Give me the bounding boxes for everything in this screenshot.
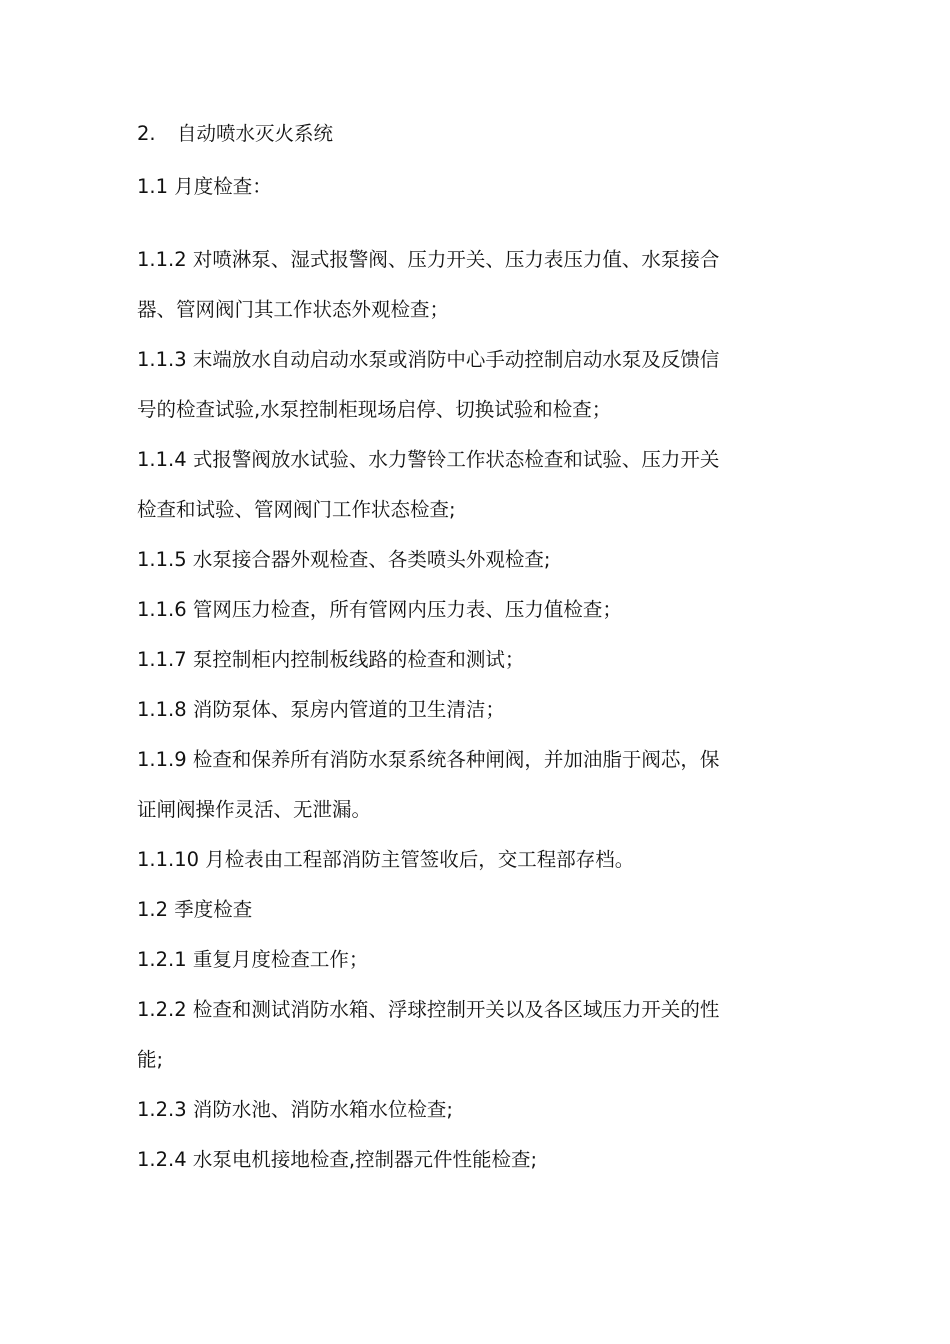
paragraph-line: 1.1.4 式报警阀放水试验、水力警铃工作状态检查和试验、压力开关 bbox=[137, 448, 720, 471]
section-heading bbox=[137, 121, 333, 146]
paragraph-line: 1.1.7 泵控制柜内控制板线路的检查和测试； bbox=[137, 648, 525, 671]
paragraph-1-1-6 bbox=[137, 597, 622, 622]
paragraph-line: 证闸阀操作灵活、无泄漏。 bbox=[137, 798, 372, 821]
paragraph-1-1-8 bbox=[137, 697, 505, 722]
paragraph-1-1-10 bbox=[137, 847, 634, 872]
paragraph-1-1-2 bbox=[137, 247, 719, 322]
paragraph-1-1-5 bbox=[137, 547, 550, 572]
paragraph-1-1-4 bbox=[137, 447, 719, 522]
section-number: 2. bbox=[137, 122, 156, 145]
paragraph-line: 1.2.1 重复月度检查工作； bbox=[137, 948, 369, 971]
paragraph-line: 1.1.3 末端放水自动启动水泵或消防中心手动控制启动水泵及反馈信 bbox=[137, 348, 720, 371]
paragraph-1-1 bbox=[137, 174, 272, 199]
paragraph-1-1-7 bbox=[137, 647, 524, 672]
paragraph-1-2 bbox=[137, 897, 252, 922]
paragraph-1-2-1 bbox=[137, 947, 368, 972]
paragraph-line: 1.1.9 检查和保养所有消防水泵系统各种闸阀，并加油脂于阀芯，保 bbox=[137, 748, 720, 771]
paragraph-line: 1.2.3 消防水池、消防水箱水位检查; bbox=[137, 1098, 453, 1121]
paragraph-1-2-2 bbox=[137, 997, 719, 1072]
paragraph-line: 1.1.2 对喷淋泵、湿式报警阀、压力开关、压力表压力值、水泵接合 bbox=[137, 248, 720, 271]
paragraph-1-2-3 bbox=[137, 1097, 453, 1122]
paragraph-line: 1.1.8 消防泵体、泵房内管道的卫生清洁； bbox=[137, 698, 505, 721]
paragraph-1-1-9 bbox=[137, 747, 719, 822]
paragraph-line: 1.2.2 检查和测试消防水箱、浮球控制开关以及各区域压力开关的性 bbox=[137, 998, 720, 1021]
paragraph-line: 1.1 月度检查： bbox=[137, 175, 272, 198]
paragraph-line: 1.2.4 水泵电机接地检查,控制器元件性能检查; bbox=[137, 1148, 538, 1171]
section-title: 自动喷水灭火系统 bbox=[177, 122, 334, 145]
paragraph-line: 1.1.5 水泵接合器外观检查、各类喷头外观检查; bbox=[137, 548, 551, 571]
paragraph-line: 1.1.10 月检表由工程部消防主管签收后，交工程部存档。 bbox=[137, 848, 635, 871]
paragraph-line: 号的检查试验,水泵控制柜现场启停、切换试验和检查； bbox=[137, 398, 612, 421]
paragraph-line: 1.1.6 管网压力检查，所有管网内压力表、压力值检查； bbox=[137, 598, 622, 621]
paragraph-line: 能; bbox=[137, 1048, 164, 1071]
paragraph-line: 器、管网阀门其工作状态外观检查； bbox=[137, 298, 450, 321]
paragraph-line: 检查和试验、管网阀门工作状态检查; bbox=[137, 498, 456, 521]
paragraph-line: 1.2 季度检查 bbox=[137, 898, 253, 921]
paragraph-1-2-4 bbox=[137, 1147, 537, 1172]
paragraph-1-1-3 bbox=[137, 347, 719, 422]
